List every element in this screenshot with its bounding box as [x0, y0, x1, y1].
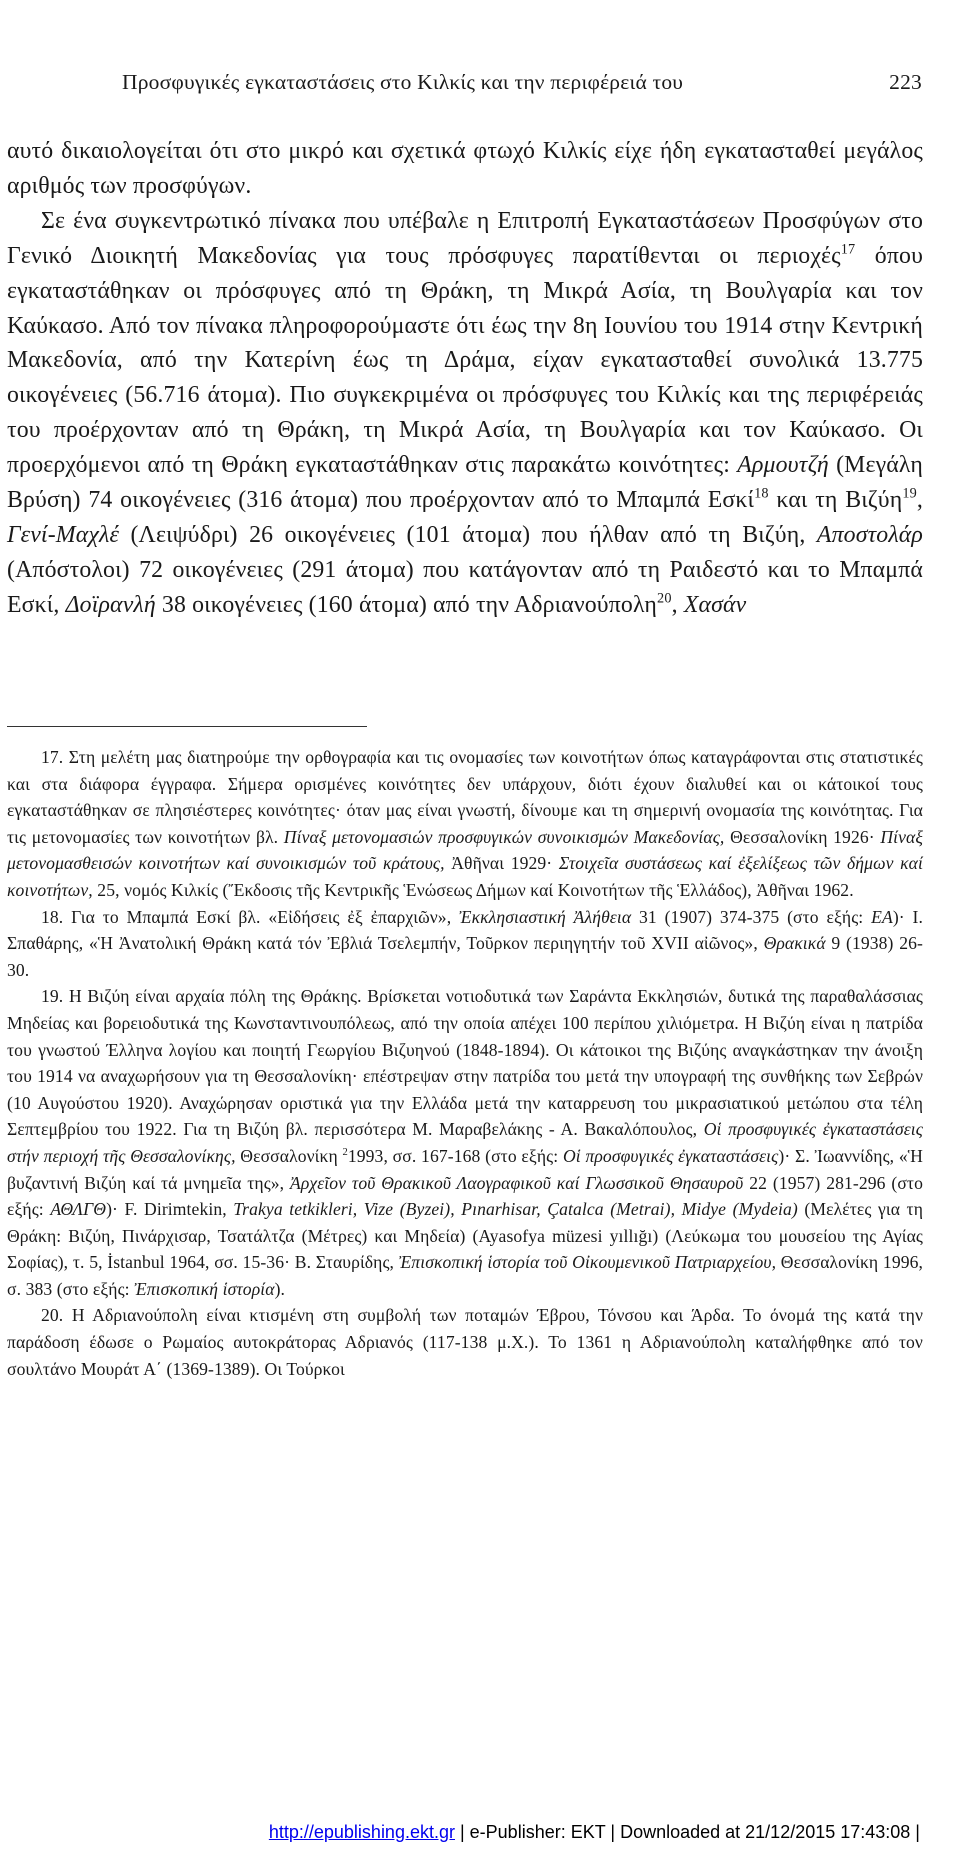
place-name: Δοϊρανλή: [65, 591, 156, 618]
paragraph: Σε ένα συγκεντρωτικό πίνακα που υπέβαλε η Επιτροπή Εγκαταστάσεων Προσφύγων στο Γενικό Διοικητή Μακεδονίας για τους πρόσφυγες παρατίθενται οι περιοχές$^{17}$ όπου εγκαταστάθηκαν οι πρόσφυγες από τη Θράκη, τη Μικρά Ασία, τη Βουλγαρία και τον Καύκασο. Από τον πίνακα πληροφορούμαστε ότι έως την 8η Ιουνίου του 1914 στην Κεντρική Μακεδονία, από την Κατερίνη έως τη Δράμα, είχαν εγκατασταθεί συνολικά 13.775 οικογένειες (56.716 άτομα). Πιο συγκεκριμένα οι πρόσφυγες του Κιλκίς και της περιφέρειάς του προέρχονταν από τη Θράκη, τη Μικρά Ασία, τη Βουλγαρία και τον Καύκασο. Οι προερχόμενοι από τη Θράκη εγκαταστάθηκαν στις παρακάτω κοινότητες: Αρμουτζή (Μεγάλη Βρύση) 74 οικογένειες (316 άτομα) που προέρχονταν από το Μπαμπά Εσκί$^{18}$ και τη Βιζύη$^{19}$, Γενί-Μαχλέ (Λειψύδρι) 26 οικογένειες (101 άτομα) που ήλθαν από τη Βιζύη, Αποστολάρ (Απόστολοι) 72 οικογένειες (291 άτομα) που κατάγονταν από τη Ραιδεστό και το Μπαμπά Εσκί, Δοϊρανλή 38 οικογένειες (160 άτομα) από την Αδριανούπολη$^{20}$, Χασάν: [7, 207, 924, 618]
epublishing-link[interactable]: http://epublishing.ekt.gr: [268, 1822, 455, 1842]
footnote-ref-19[interactable]: 19: [902, 485, 917, 502]
footnote-20: 20. Η Αδριανούπολη είναι κτισμένη στη συμβολή των ποταμών Έβρου, Τόνσου και Άρδα. Το όνομά της κατά την παράδοση έδωσε ο Ρωμαίος αυτοκράτορας Αδριανός (117-138 μ.Χ.). Το 1361 η Αδριανούπολη καταλήφθηκε από τον σουλτάνο Μουράτ Α΄ (1369-1389). Οι Τούρκοι: [7, 1305, 923, 1379]
download-footer: [269, 1822, 920, 1843]
paragraph: αυτό δικαιολογείται ότι στο μικρό και σχετικά φτωχό Κιλκίς είχε ήδη εγκατασταθεί μεγάλος αριθμός των προσφύγων.: [7, 138, 923, 199]
place-name: Γενί-Μαχλέ: [7, 521, 119, 548]
footnote-17: 17. Στη μελέτη μας διατηρούμε την ορθογραφία και τις ονομασίες των κοινοτήτων όπως καταγράφονται στις στατιστικές και στα διάφορα έγγραφα. Σήμερα ορισμένες κοινότητες δεν υπάρχουν, διότι έχουν διαλυθεί και οι κάτοικοί τους εγκαταστάθηκαν σε πλησιέστερες κοινότητες· όταν μας είναι γνωστή, δίνουμε και τη σημερινή ονομασία της κοινότητας. Για τις μετονομασίες των κοινοτήτων βλ. Πίναξ μετονομασιών προσφυγικών συνοικισμών Μακεδονίας, Θεσσαλονίκη 1926· Πίναξ μετονομασθεισών κοινοτήτων καί συνοικισμών τοῦ κράτους, Ἀθῆναι 1929· Στοιχεῖα συστάσεως καί ἐξελίξεως τῶν δήμων καί κοινοτήτων, 25, νομός Κιλκίς (Ἔκδοσις τῆς Κεντρικῆς Ἑνώσεως Δήμων καί Κοινοτήτων τῆς Ἑλλάδος), Ἀθῆναι 1962.: [7, 747, 923, 900]
page-header: [122, 66, 922, 106]
footnote-18: 18. Για το Μπαμπά Εσκί βλ. «Εἰδήσεις ἐξ ἐπαρχιῶν», Ἐκκλησιαστική Ἀλήθεια 31 (1907) 374-375 (στο εξής: ΕΑ)· Ι. Σπαθάρης, «Ἡ Ἀνατολική Θράκη κατά τόν Ἐβλιά Τσελεμπήν, Τοῦρκον περιηγητήν τοῦ XVII αἰῶνος», Θρακικά 9 (1938) 26-30.: [7, 906, 924, 980]
place-name: Αποστολάρ: [816, 521, 923, 548]
footnote-ref-18[interactable]: 18: [754, 485, 769, 502]
footnote-ref-17[interactable]: 17: [840, 241, 856, 258]
main-text: [7, 134, 923, 623]
footnote-19: 19. Η Βιζύη είναι αρχαία πόλη της Θράκης. Βρίσκεται νοτιοδυτικά των Σαράντα Εκκλησιών, δυτικά της παραθαλάσσιας Μηδείας και βορειοδυτικά της Κωνσταντινουπόλεως, από την οποία απέχει 100 περίπου χιλιόμετρα. Η Βιζύη είναι η πατρίδα του γνωστού Έλληνα λογίου και ποιητή Γεωργίου Βιζυηνού (1848-1894). Οι κάτοικοι της Βιζύης αναγκάστηκαν την άνοιξη του 1914 να αναχωρήσουν για τη Θεσσαλονίκη· επέστρεψαν στην πατρίδα του μετά την υπογραφή της συνθήκης των Σεβρών (10 Αυγούστου 1920). Αναχώρησαν οριστικά για την Ελλάδα μετά την καταρρευση του μικρασιατικού μετώπου στα τέλη Σεπτεμβρίου του 1922. Για τη Βιζύη βλ. περισσότερα Μ. Μαραβελάκης - Α. Βακαλόπουλος, Οἱ προσφυγικές ἐγκαταστάσεις στήν περιοχή τῆς Θεσσαλονίκης, Θεσσαλονίκη $^2$1993, σσ. 167-168 (στο εξής: Οἱ προσφυγικές ἐγκαταστάσεις)· Σ. Ἰωαννίδης, «Ἡ βυζαντινή Βιζύη καί τά μνημεῖα της», Ἀρχεῖον τοῦ Θρακικοῦ Λαογραφικοῦ καί Γλωσσικοῦ Θησαυροῦ 22 (1957) 281-296 (στο εξής: ΑΘΛΓΘ)· F. Dirimtekin, Trakya tetkikleri, Vize (Byzei), Pınarhisar, Çatalca (Metrai), Midye (Mydeia) (Μελέτες για τη Θράκη: Βιζύη, Πινάρχισαρ, Τσατάλτζα (Μέτρες) και Μηδεία) (Ayasofya müzesi yıllığı) (Λεύκωμα του μουσείου της Αγίας Σοφίας), τ. 5, İstanbul 1964, σσ. 15-36· Β. Σταυρίδης, Ἐπισκοπική ἱστορία τοῦ Οἰκουμενικοῦ Πατριαρχείου, Θεσσαλονίκη 1996, σ. 383 (στο εξής: Ἐπισκοπική ἱστορία).: [7, 986, 924, 1299]
running-title: Προσφυγικές εγκαταστάσεις στο Κιλκίς και την περιφέρειά του: [122, 70, 684, 94]
place-name: Αρμουτζή: [737, 452, 829, 479]
footer-info: | e-Publisher: EKT | Downloaded at 21/12/2015 17:43:08 |: [454, 1822, 920, 1842]
page-number: 223: [889, 70, 922, 94]
place-name: Χασάν: [683, 591, 747, 618]
footnote-divider: [7, 726, 367, 727]
footnote-ref-20[interactable]: 20: [657, 590, 672, 607]
footnotes: [7, 744, 923, 1382]
